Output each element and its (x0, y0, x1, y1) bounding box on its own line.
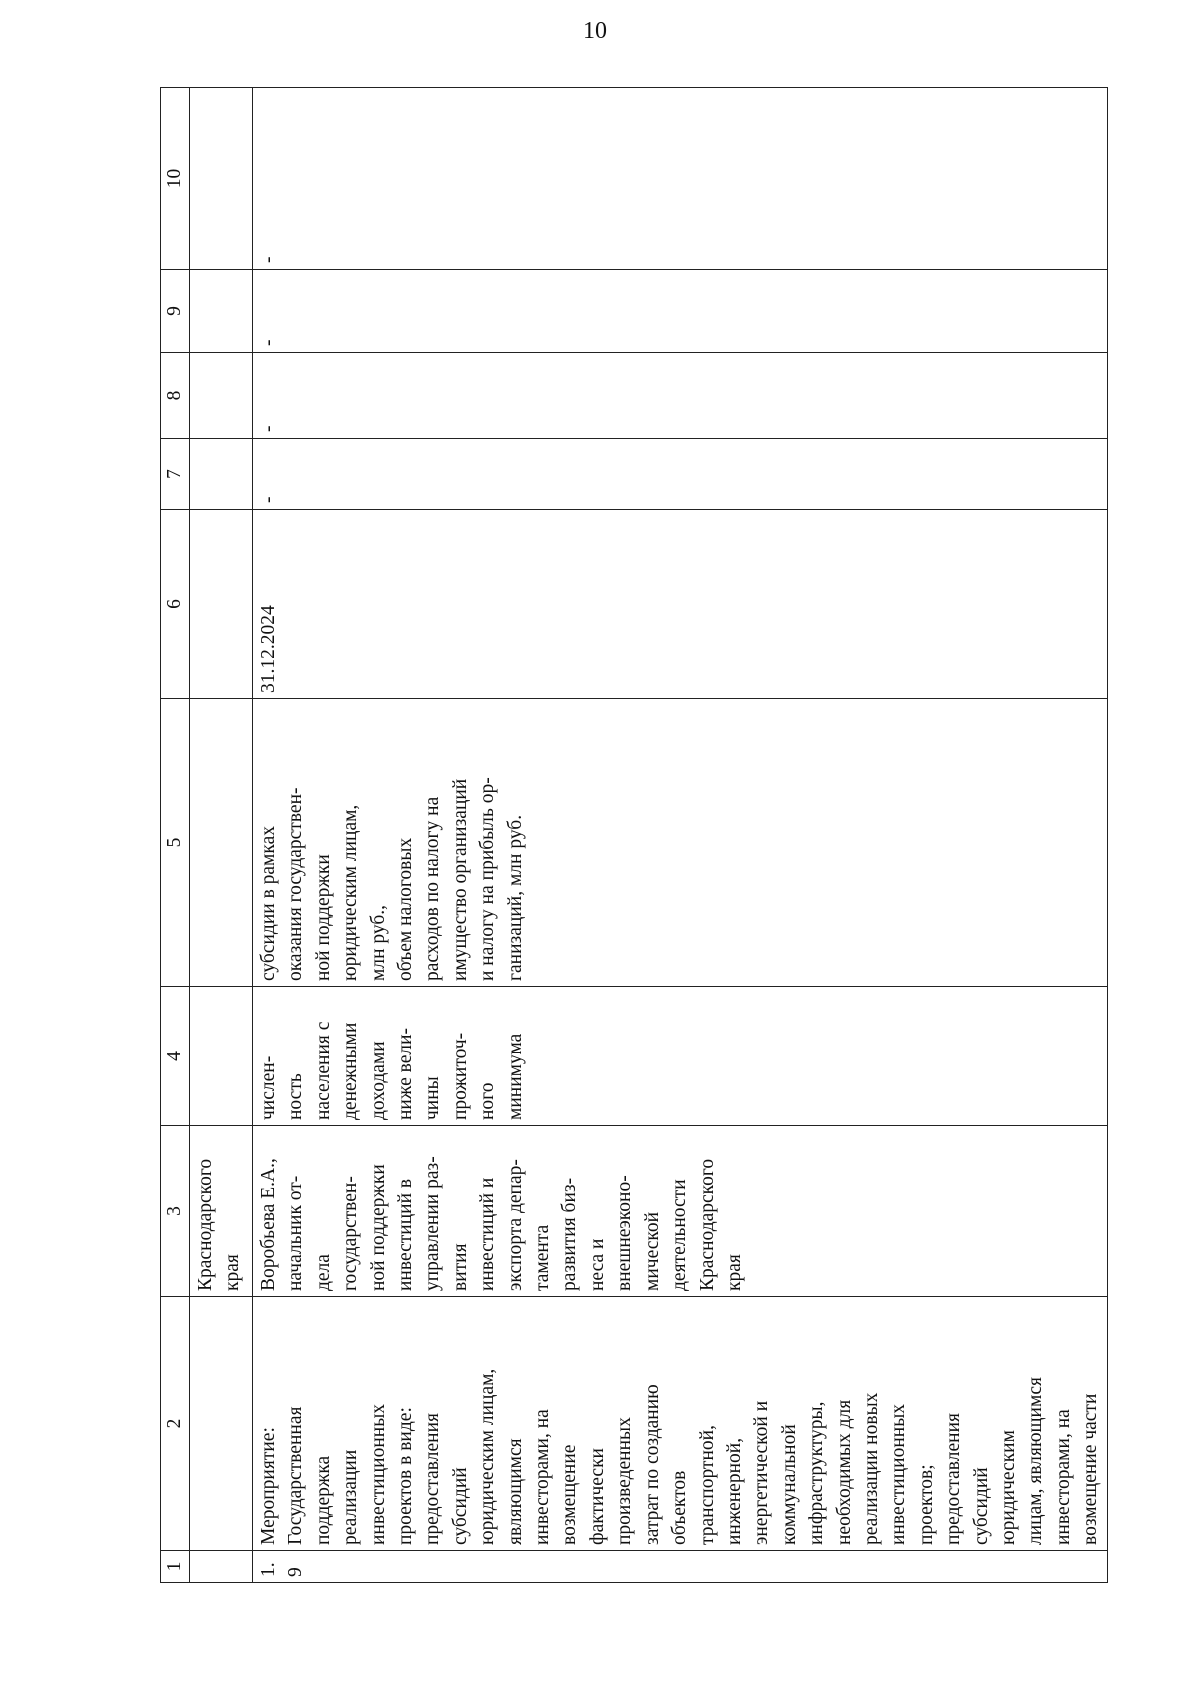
table-cell (190, 1297, 253, 1551)
table-cell (190, 1551, 253, 1583)
value-cell-8: - (253, 353, 1108, 439)
date-cell: 31.12.2024 (253, 510, 1108, 699)
continuation-row (190, 88, 253, 1583)
table-row (253, 88, 1108, 1583)
table-cell (190, 510, 253, 699)
column-number: 6 (161, 510, 190, 699)
table-cell (190, 88, 253, 270)
column-number: 7 (161, 439, 190, 510)
column-number: 9 (161, 270, 190, 353)
program-table (160, 87, 1108, 1583)
table-cell (190, 439, 253, 510)
responsible-cell: Воробьева Е.А., начальник от- дела государствен- ной поддержки инвестиций в управлении раз- вития инвестиций и экспорта депар- тамента развития биз- неса и внешнеэконо- мической деятельности Краснодарского края (253, 1126, 1108, 1297)
rotated-table-wrapper (160, 88, 1102, 1583)
page-number: 10 (583, 18, 607, 44)
table-cell (190, 353, 253, 439)
row-number-cell: 1.9 (253, 1551, 1108, 1583)
value-cell-10: - (253, 88, 1108, 270)
continuation-responsible-cell: Краснодарского края (190, 1126, 253, 1297)
value-cell-9: - (253, 270, 1108, 353)
column-number: 8 (161, 353, 190, 439)
value-cell-7: - (253, 439, 1108, 510)
event-cell: Мероприятие: Государственная поддержка реализации инвестиционных проектов в виде: предоставления субсидий юридическим лицам, являющимся инвесторами, на возмещение фактически произведенных затрат по созданию объектов транспортной, инженерной, энергетической и коммунальной инфраструктуры, необходимых для реализации новых инвестиционных проектов; предоставления субсидий юридическим лицам, являющимся инвесторами, на возмещение части (253, 1297, 1108, 1551)
result-cell: субсидии в рамках оказания государствен- ной поддержки юридическим лицам, млн руб., объем налоговых расходов по налогу на имущество организаций и налогу на прибыль ор- ганизаций, млн руб. (253, 699, 1108, 987)
indicator-cell: числен- ность населения с денежными доходами ниже вели- чины прожиточ- ного минимума (253, 987, 1108, 1126)
table-cell (190, 987, 253, 1126)
column-number: 2 (161, 1297, 190, 1551)
column-number: 3 (161, 1126, 190, 1297)
column-number: 4 (161, 987, 190, 1126)
table-cell (190, 270, 253, 353)
rotated-table-frame (160, 88, 1102, 1583)
column-number: 5 (161, 699, 190, 987)
column-number: 1 (161, 1551, 190, 1583)
table-cell (190, 699, 253, 987)
column-number: 10 (161, 88, 190, 270)
column-number-row (161, 88, 190, 1583)
